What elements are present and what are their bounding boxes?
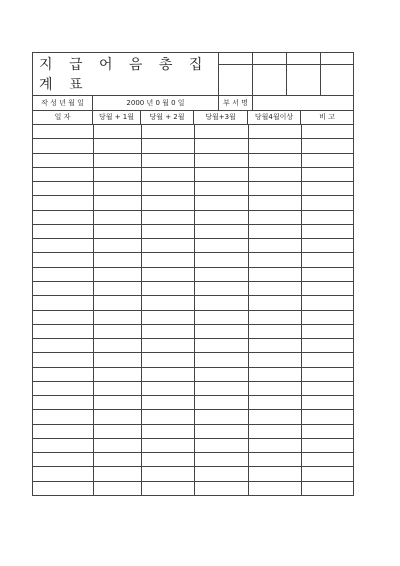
table-row-line bbox=[33, 381, 353, 382]
form-sheet bbox=[32, 52, 354, 496]
approval-cell-1[interactable] bbox=[219, 53, 253, 95]
col-header-date: 일 자 bbox=[33, 110, 93, 124]
col-header-month-plus-3: 당월+3월 bbox=[194, 110, 248, 124]
table-row-line bbox=[33, 281, 353, 282]
date-value[interactable]: 2000 년 0 월 0 일 bbox=[93, 95, 219, 110]
table-row-line bbox=[33, 252, 353, 253]
approval-cell-2[interactable] bbox=[253, 53, 287, 95]
approval-box bbox=[219, 53, 353, 95]
table-row-line bbox=[33, 324, 353, 325]
info-row bbox=[33, 95, 353, 111]
table-row-line bbox=[33, 238, 353, 239]
col-header-remarks: 비 고 bbox=[319, 113, 335, 121]
col-header-month-plus-1: 당월 + 1월 bbox=[93, 110, 141, 124]
table-row-line bbox=[33, 224, 353, 225]
col-header-month-plus-2: 당월 + 2월 bbox=[141, 110, 194, 124]
table-row-line bbox=[33, 167, 353, 168]
table-row-line bbox=[33, 153, 353, 154]
form-title: 지 급 어 음 총 집 계 표 bbox=[33, 53, 219, 95]
table-row-line bbox=[33, 352, 353, 353]
col-header-month-4-plus: 당월4월이상 bbox=[248, 110, 301, 124]
table-row-line bbox=[33, 438, 353, 439]
table-row-line bbox=[33, 267, 353, 268]
table-row-line bbox=[33, 367, 353, 368]
data-grid[interactable] bbox=[33, 124, 353, 495]
date-label: 작 성 년 월 일 bbox=[33, 95, 93, 110]
table-row-line bbox=[33, 466, 353, 467]
column-header-row bbox=[33, 110, 353, 125]
dept-value[interactable] bbox=[253, 95, 353, 110]
table-row-line bbox=[33, 181, 353, 182]
title-row bbox=[33, 53, 353, 96]
table-row-line bbox=[33, 338, 353, 339]
table-row-line bbox=[33, 138, 353, 139]
table-row-line bbox=[33, 295, 353, 296]
table-row-line bbox=[33, 409, 353, 410]
table-row-line bbox=[33, 210, 353, 211]
table-row-line bbox=[33, 452, 353, 453]
approval-cell-4[interactable] bbox=[321, 53, 353, 95]
table-row-line bbox=[33, 395, 353, 396]
table-row-line bbox=[33, 195, 353, 196]
approval-cell-3[interactable] bbox=[287, 53, 321, 95]
table-row-line bbox=[33, 310, 353, 311]
table-row-line bbox=[33, 424, 353, 425]
table-row-line bbox=[33, 481, 353, 482]
dept-label: 부 서 명 bbox=[219, 95, 253, 110]
